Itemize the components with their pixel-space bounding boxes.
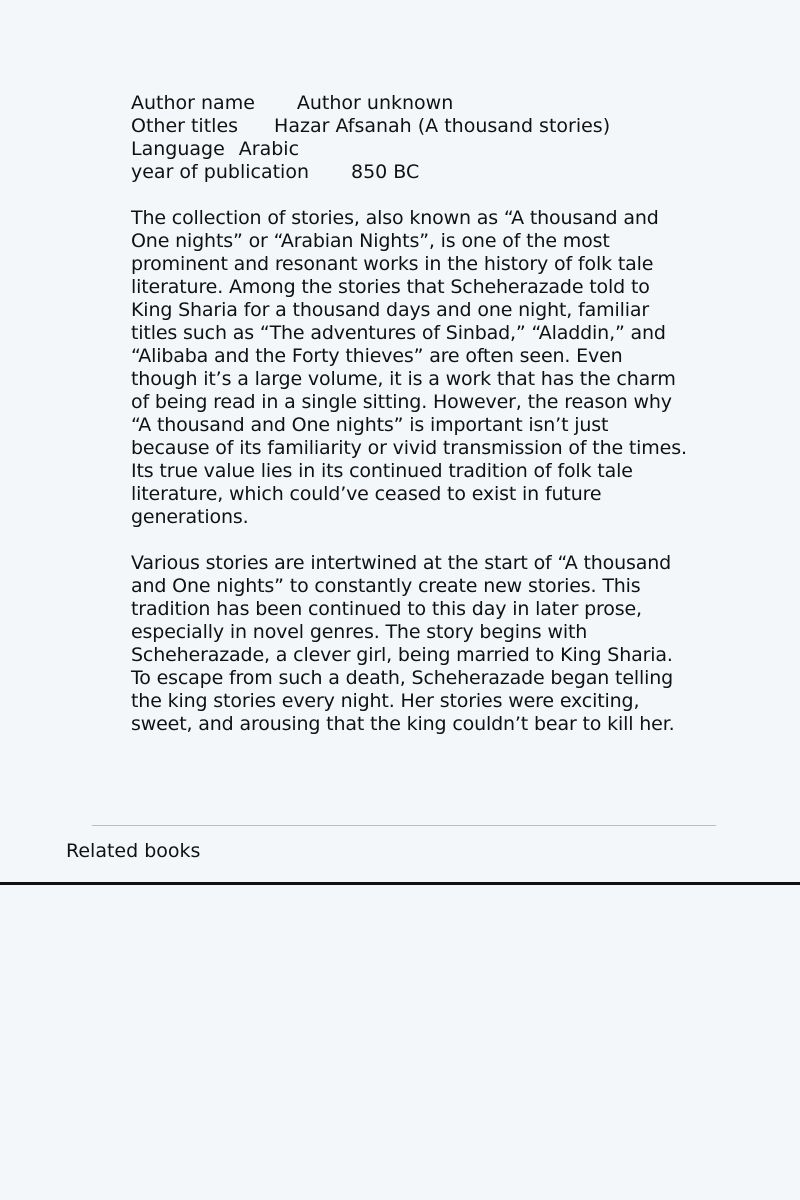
language-label: Language <box>131 138 225 160</box>
book-info-list <box>131 92 610 184</box>
description-paragraph: The collection of stories, also known as “A thousand and One nights” or “Arabian Nights”, is one of the most prominent and resonant works in the history of folk tale literature. Among the stories that Scheherazade told to King Sharia for a thousand days and one night, familiar titles such as “The adventures of Sinbad,” “Aladdin,” and “Alibaba and the Forty thieves” are often seen. Even though it’s a large volume, it is a work that has the charm of being read in a single sitting. However, the reason why “A thousand and One nights” is important isn’t just because of its familiarity or vivid transmission of the times. Its true value lies in its continued tradition of folk tale literature, which could’ve ceased to exist in future generations. <box>131 207 687 528</box>
related-books-heading[interactable]: Related books <box>66 840 201 862</box>
year-row <box>131 161 610 184</box>
other-titles-row <box>131 115 610 138</box>
language-row <box>131 138 610 161</box>
empty-area <box>0 885 800 1200</box>
other-titles-label: Other titles <box>131 115 239 137</box>
author-label: Author name <box>131 92 255 114</box>
section-divider <box>92 825 716 826</box>
other-titles-value: Hazar Afsanah (A thousand stories) <box>274 115 611 137</box>
author-row <box>131 92 610 115</box>
description-paragraph: Various stories are intertwined at the start of “A thousand and One nights” to constantly create new stories. This tradition has been continued to this day in later prose, especially in novel genres. The story begins with Scheherazade, a clever girl, being married to King Sharia. To escape from such a death, Scheherazade began telling the king stories every night. Her stories were exciting, sweet, and arousing that the king couldn’t bear to kill her. <box>131 552 675 735</box>
year-value: 850 BC <box>351 161 420 183</box>
language-value: Arabic <box>238 138 300 160</box>
book-description <box>131 207 691 759</box>
year-label: year of publication <box>131 161 309 183</box>
author-value: Author unknown <box>296 92 454 114</box>
